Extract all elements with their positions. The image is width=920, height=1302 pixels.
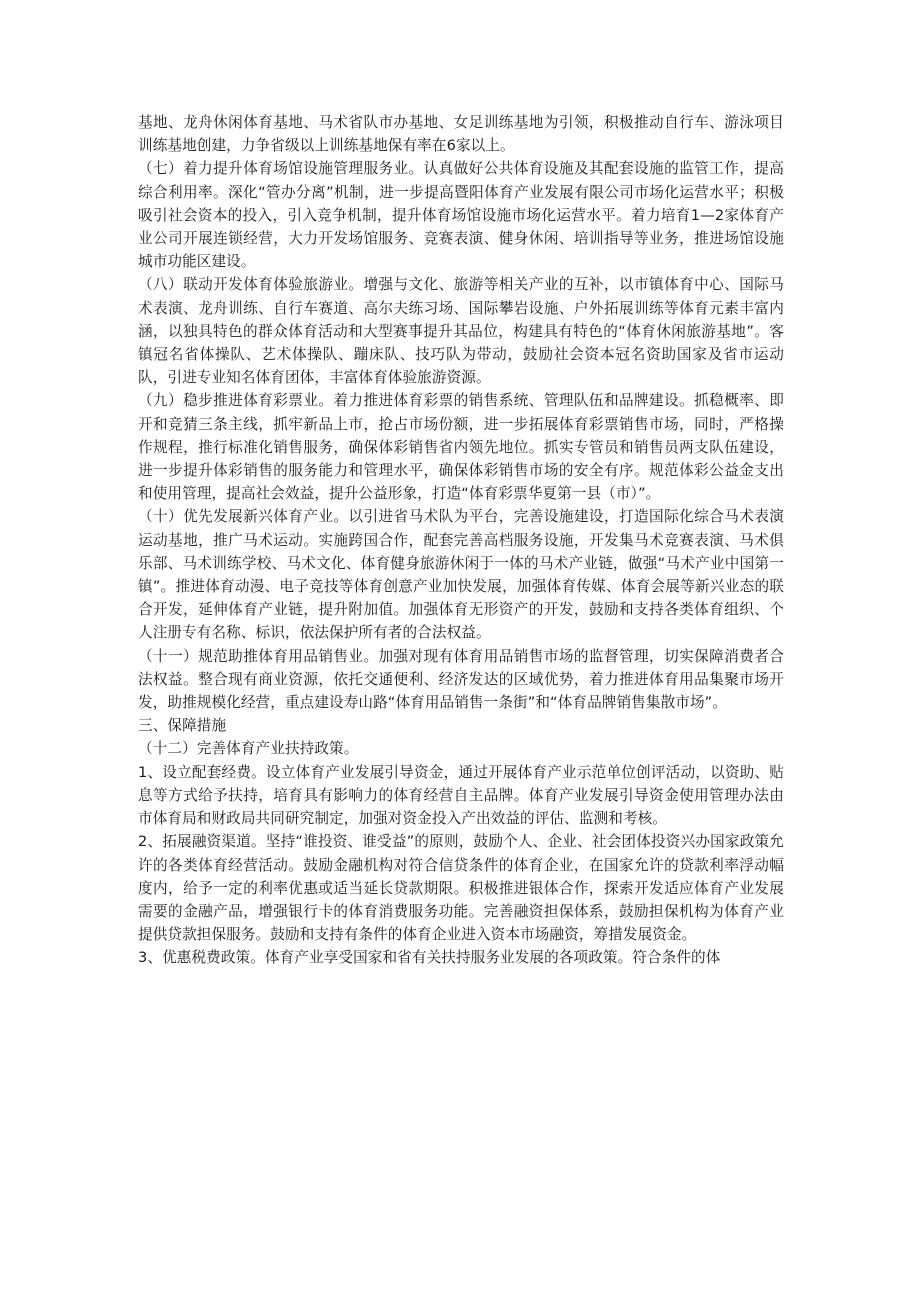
paragraph-financing: 2、拓展融资渠道。坚持“谁投资、谁受益”的原则，鼓励个人、企业、社会团体投资兴办国家政策允许的各类体育经营活动。鼓励金融机构对符合信贷条件的体育企业，在国家允许的贷款利率浮动幅度内，给予一定的利率优惠或适当延长贷款期限。积极推进银体合作，探索开发适应体育产业发展需要的金融产品，增强银行卡的体育消费服务功能。完善融资担保体系，鼓励担保机构为体育产业提供贷款担保服务。鼓励和支持有条件的体育企业进入资本市场融资，筹措发展资金。: [138, 833, 784, 944]
section-heading-safeguards: 三、保障措施: [138, 717, 227, 735]
paragraph-sports-lottery: （九）稳步推进体育彩票业。着力推进体育彩票的销售系统、管理队伍和品牌建设。抓稳概率、即开和竞猜三条主线，抓牢新品上市，抢占市场份额，进一步拓展体育彩票销售市场，同时，严格操作规程，推行标准化销售服务，确保体彩销售省内领先地位。抓实专管员和销售员两支队伍建设，进一步提升体彩销售的服务能力和管理水平，确保体彩销售市场的安全有序。规范体彩公益金支出和使用管理，提高社会效益，提升公益形象，打造“体育彩票华夏第一县（市）”。: [138, 392, 784, 503]
paragraph-funding: 1、设立配套经费。设立体育产业发展引导资金，通过开展体育产业示范单位创评活动，以资助、贴息等方式给予扶持，培育具有影响力的体育经营自主品牌。体育产业发展引导资金使用管理办法由市体育局和财政局共同研究制定，加强对资金投入产出效益的评估、监测和考核。: [138, 763, 784, 828]
paragraph-tax-policy: 3、优惠税费政策。体育产业享受国家和省有关扶持服务业发展的各项政策。符合条件的体: [138, 949, 721, 967]
paragraph-sports-tourism: （八）联动开发体育体验旅游业。增强与文化、旅游等相关产业的互补，以市镇体育中心、国际马术表演、龙舟训练、自行车赛道、高尔夫练习场、国际攀岩设施、户外拓展训练等体育元素丰富内涵，以独具特色的群众体育活动和大型赛事提升其品位，构建具有特色的“体育休闲旅游基地”。客镇冠名省体操队、艺术体操队、蹦床队、技巧队为带动，鼓励社会资本冠名资助国家及省市运动队，引进专业知名体育团体，丰富体育体验旅游资源。: [138, 276, 784, 387]
paragraph-emerging-industry: （十）优先发展新兴体育产业。以引进省马术队为平台，完善设施建设，打造国际化综合马术表演运动基地，推广马术运动。实施跨国合作，配套完善高档服务设施，开发集马术竞赛表演、马术俱乐部、马术训练学校、马术文化、体育健身旅游休闲于一体的马术产业链，做强“马术产业中国第一镇”。推进体育动漫、电子竞技等体育创意产业加快发展，加强体育传媒、体育会展等新兴业态的联合开发，延伸体育产业链，提升附加值。加强体育无形资产的开发，鼓励和支持各类体育组织、个人注册专有名称、标识，依法保护所有者的合法权益。: [138, 508, 784, 642]
subheading-support-policy: （十二）完善体育产业扶持政策。: [138, 740, 359, 758]
paragraph-training-bases: 基地、龙舟休闲体育基地、马术省队市办基地、女足训练基地为引领，积极推动自行车、游泳项目训练基地创建，力争省级以上训练基地保有率在6家以上。: [138, 114, 784, 155]
document-body: [138, 111, 784, 970]
paragraph-sporting-goods: （十一）规范助推体育用品销售业。加强对现有体育用品销售市场的监督管理，切实保障消费者合法权益。整合现有商业资源，依托交通便利、经济发达的区域优势，着力推进体育用品集聚市场开发，助推规模化经营，重点建设寿山路“体育用品销售一条街”和“体育品牌销售集散市场”。: [138, 647, 784, 712]
paragraph-venue-management: （七）着力提升体育场馆设施管理服务业。认真做好公共体育设施及其配套设施的监管工作，提高综合利用率。深化“管办分离”机制，进一步提高暨阳体育产业发展有限公司市场化运营水平；积极吸引社会资本的投入，引入竞争机制，提升体育场馆设施市场化运营水平。着力培育1—2家体育产业公司开展连锁经营，大力开发场馆服务、竞赛表演、健身休闲、培训指导等业务，推进场馆设施城市功能区建设。: [138, 160, 784, 271]
